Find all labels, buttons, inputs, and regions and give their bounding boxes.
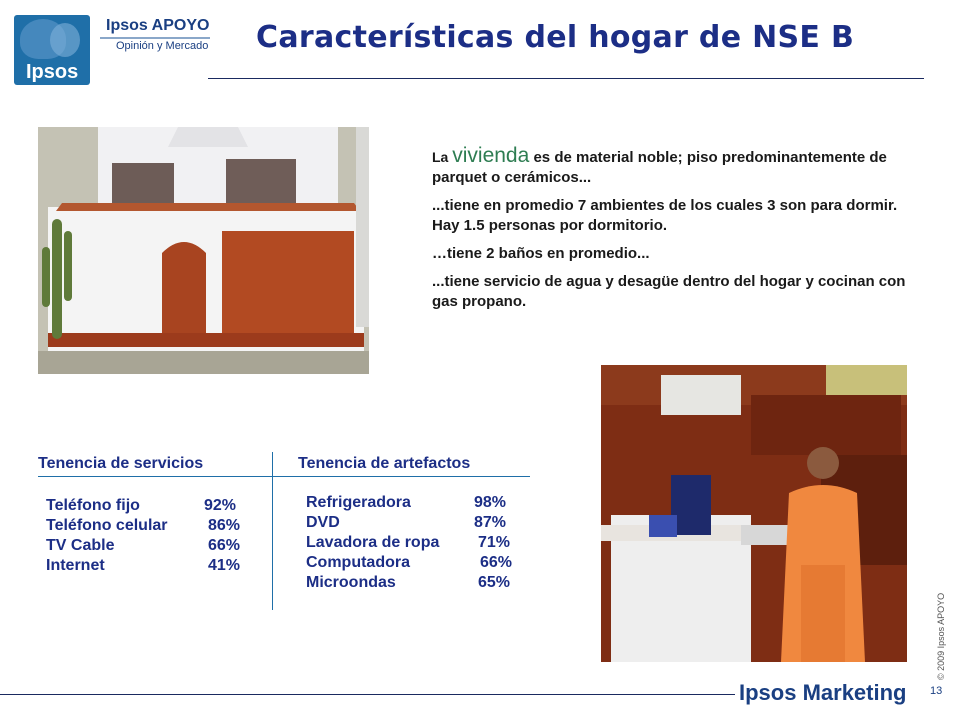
services-heading: Tenencia de servicios <box>38 455 204 472</box>
service-value: 92% <box>203 497 236 514</box>
title-divider <box>208 78 924 79</box>
list-item <box>46 536 240 556</box>
logo-brand: Ipsos APOYO <box>106 17 210 34</box>
page-number: 13 <box>930 685 943 697</box>
description-utilities: ...tiene servicio de agua y desagüe dentro del hogar y cocinan con gas propano. <box>432 273 906 310</box>
list-item <box>46 496 240 516</box>
list-item <box>306 533 512 553</box>
house-photo <box>38 127 369 374</box>
description-bathrooms: …tiene 2 baños en promedio... <box>432 245 650 262</box>
appliance-value: 65% <box>477 574 510 591</box>
list-item <box>306 573 512 593</box>
description-rooms: ...tiene en promedio 7 ambientes de los cuales 3 son para dormir. Hay 1.5 personas por dormitorio. <box>432 197 898 234</box>
appliances-list <box>306 493 512 593</box>
ipsos-logo <box>14 15 90 85</box>
copyright-notice: © 2009 Ipsos APOYO <box>936 592 946 680</box>
service-label: TV Cable <box>46 537 115 554</box>
appliance-value: 98% <box>473 494 506 511</box>
service-label: Internet <box>46 557 105 574</box>
logo-divider <box>100 37 210 39</box>
description-text: es de material noble; piso predominantemente de parquet o cerámicos... <box>432 149 887 186</box>
list-item <box>306 513 512 533</box>
list-item <box>306 553 512 573</box>
appliance-label: Computadora <box>306 554 410 571</box>
appliance-label: Lavadora de ropa <box>306 534 440 551</box>
home-description <box>432 146 922 320</box>
appliance-label: Microondas <box>306 574 396 591</box>
appliance-value: 87% <box>473 514 506 531</box>
description-paragraph <box>432 146 922 188</box>
column-divider <box>272 452 273 610</box>
footer-divider <box>0 694 735 695</box>
page-title: Características del hogar de NSE B <box>256 20 855 55</box>
list-item <box>46 516 240 536</box>
service-label: Teléfono fijo <box>46 497 140 514</box>
service-value: 86% <box>207 517 240 534</box>
appliance-value: 71% <box>477 534 510 551</box>
service-value: 66% <box>207 537 240 554</box>
service-value: 41% <box>207 557 240 574</box>
footer-brand: Ipsos Marketing <box>739 680 907 705</box>
appliance-label: Refrigeradora <box>306 494 411 511</box>
list-item <box>306 493 512 513</box>
services-list <box>46 496 240 576</box>
table-header-divider <box>38 476 530 477</box>
appliance-label: DVD <box>306 514 340 531</box>
appliance-value: 66% <box>479 554 512 571</box>
logo-mark-text: Ipsos <box>26 61 79 83</box>
appliances-heading: Tenencia de artefactos <box>298 455 471 472</box>
logo-tagline: Opinión y Mercado <box>116 40 209 52</box>
kitchen-photo <box>601 365 907 662</box>
highlight-vivienda: vivienda <box>452 144 530 167</box>
service-label: Teléfono celular <box>46 517 168 534</box>
list-item <box>46 556 240 576</box>
description-prefix: La <box>432 149 453 165</box>
